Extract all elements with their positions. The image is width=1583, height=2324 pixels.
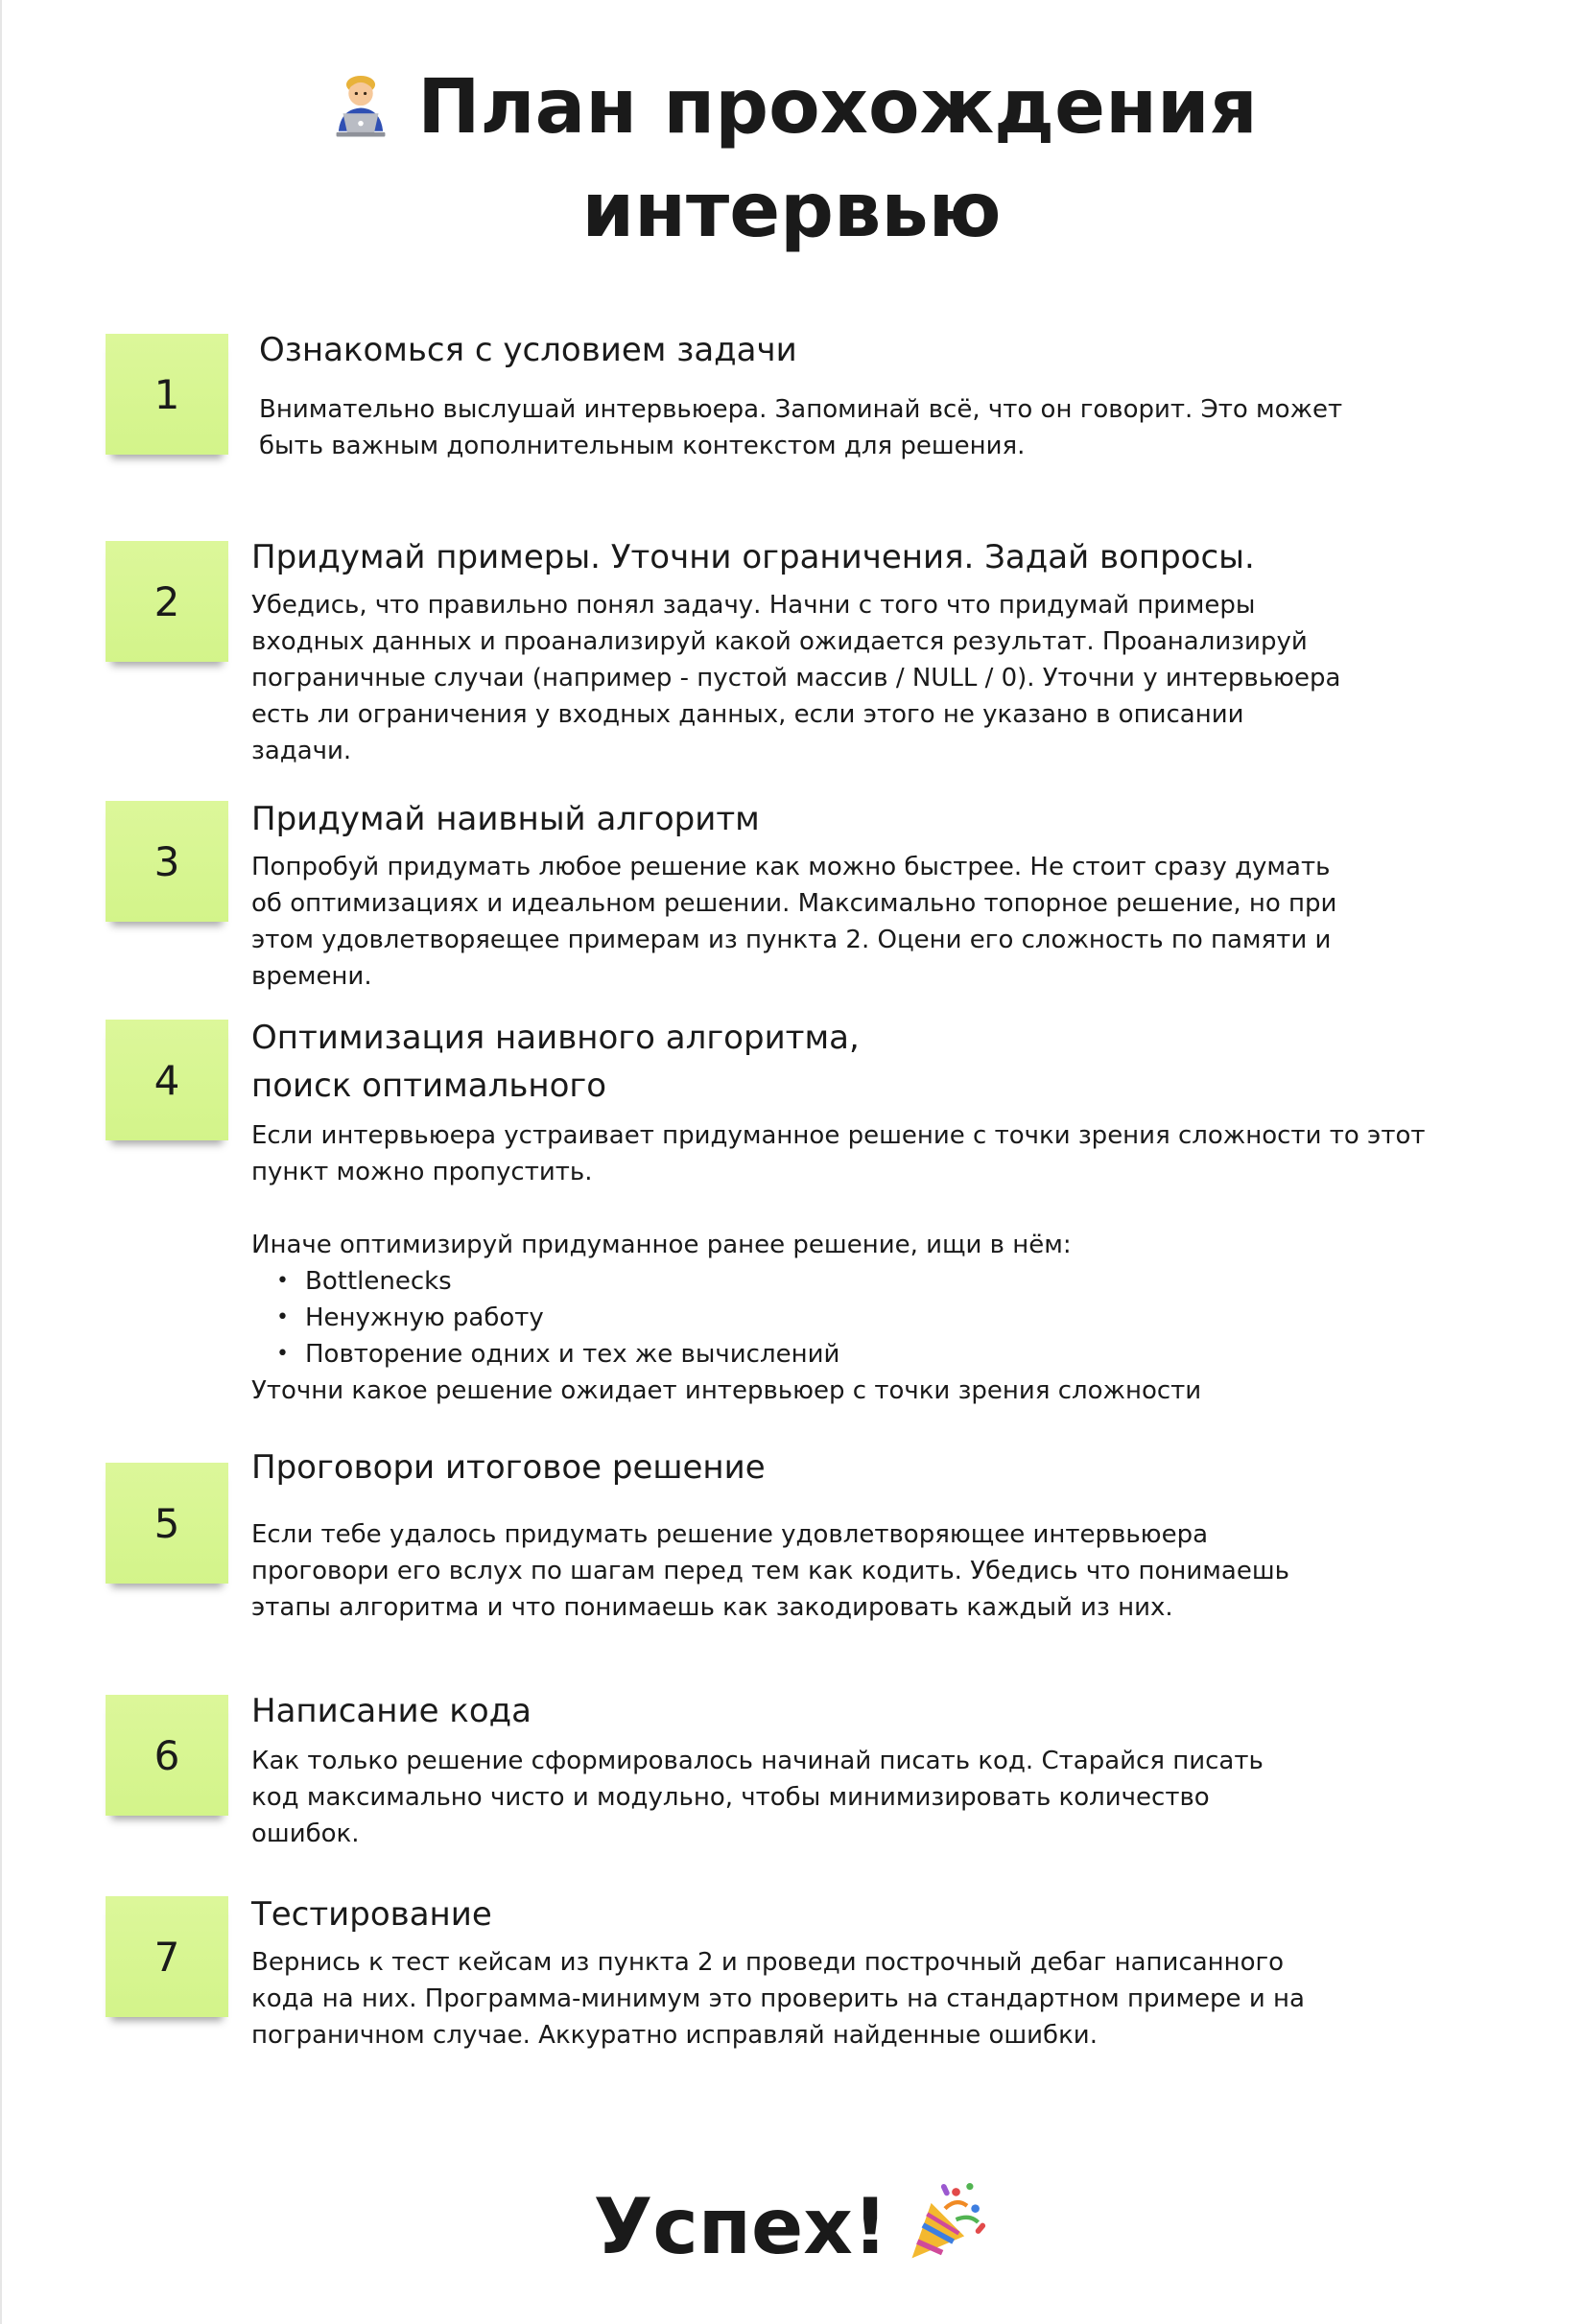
- step-text: Вернись к тест кейсам из пункта 2 и проведи построчный дебаг написанного кода на них. Программа-минимум это проверить на стандартном примере и на пограничном случае. Аккуратно исправляй найденные ошибки.: [251, 1948, 1305, 2050]
- page-title: [0, 56, 1583, 263]
- step-number-note: 6: [106, 1695, 228, 1816]
- footer-text: Успех!: [593, 2182, 888, 2271]
- step-number-note: 2: [106, 541, 228, 662]
- step-text: Как только решение сформировалось начинай писать код. Старайся писать код максимально чисто и модульно, чтобы минимизировать количество ошибок.: [251, 1747, 1264, 1848]
- step-heading-line-2: поиск оптимального: [251, 1067, 607, 1105]
- title-line-2: интервью: [581, 168, 1002, 254]
- party-popper-icon: [901, 2178, 989, 2266]
- step-heading-line-1: Оптимизация наивного алгоритма,: [251, 1019, 860, 1057]
- step-heading: Тестирование: [251, 1895, 492, 1934]
- step-heading: Ознакомься с условием задачи: [259, 331, 797, 369]
- list-item: • Ненужную работу: [276, 1300, 1451, 1336]
- title-line-1: [0, 56, 1583, 159]
- step-text-2: Иначе оптимизируй придуманное ранее решение, ищи в нём:: [251, 1231, 1072, 1259]
- step-text: Если интервьюера устраивает придуманное решение с точки зрения сложности то этот пункт можно пропустить.: [251, 1121, 1426, 1186]
- step-number-note: 3: [106, 801, 228, 922]
- step-heading: Придумай примеры. Уточни ограничения. Задай вопросы.: [251, 538, 1255, 576]
- footer-success: [0, 2170, 1583, 2285]
- step-heading: Придумай наивный алгоритм: [251, 800, 760, 838]
- list-item: • Bottlenecks: [276, 1263, 1451, 1300]
- step-heading: Написание кода: [251, 1692, 532, 1730]
- step-text-3: Уточни какое решение ожидает интервьюер с точки зрения сложности: [251, 1376, 1202, 1405]
- step-text: Внимательно выслушай интервьюера. Запоминай всё, что он говорит. Это может быть важным дополнительным контекстом для решения.: [259, 395, 1343, 460]
- bullet-list: [251, 1263, 1451, 1373]
- step-text: Если тебе удалось придумать решение удовлетворяющее интервьюера проговори его вслух по шагам перед тем как кодить. Убедись что понимаешь этапы алгоритма и что понимаешь как закодировать каждый из них.: [251, 1520, 1289, 1622]
- page-edge: [0, 0, 2, 2324]
- man-technologist-icon: [325, 69, 396, 140]
- step-number-note: 5: [106, 1463, 228, 1584]
- step-heading: Проговори итоговое решение: [251, 1448, 766, 1487]
- step-number-note: 4: [106, 1020, 228, 1140]
- step-number-note: 7: [106, 1896, 228, 2017]
- step-text: Попробуй придумать любое решение как можно быстрее. Не стоит сразу думать об оптимизациях и идеальном решении. Максимально топорное решение, но при этом удовлетворяещее примерам из пункта 2. Оцени его сложность по памяти и времени.: [251, 853, 1337, 991]
- title-text-line-1: План прохождения: [417, 64, 1258, 151]
- step-text: Убедись, что правильно понял задачу. Начни с того что придумай примеры входных данных и проанализируй какой ожидается результат. Проанализируй пограничные случаи (например - пустой массив / NULL / 0). Уточни у интервьюера есть ли ограничения у входных данных, если этого не указано в описании задачи.: [251, 591, 1341, 765]
- list-item: • Повторение одних и тех же вычислений: [276, 1336, 1451, 1373]
- step-number-note: 1: [106, 334, 228, 455]
